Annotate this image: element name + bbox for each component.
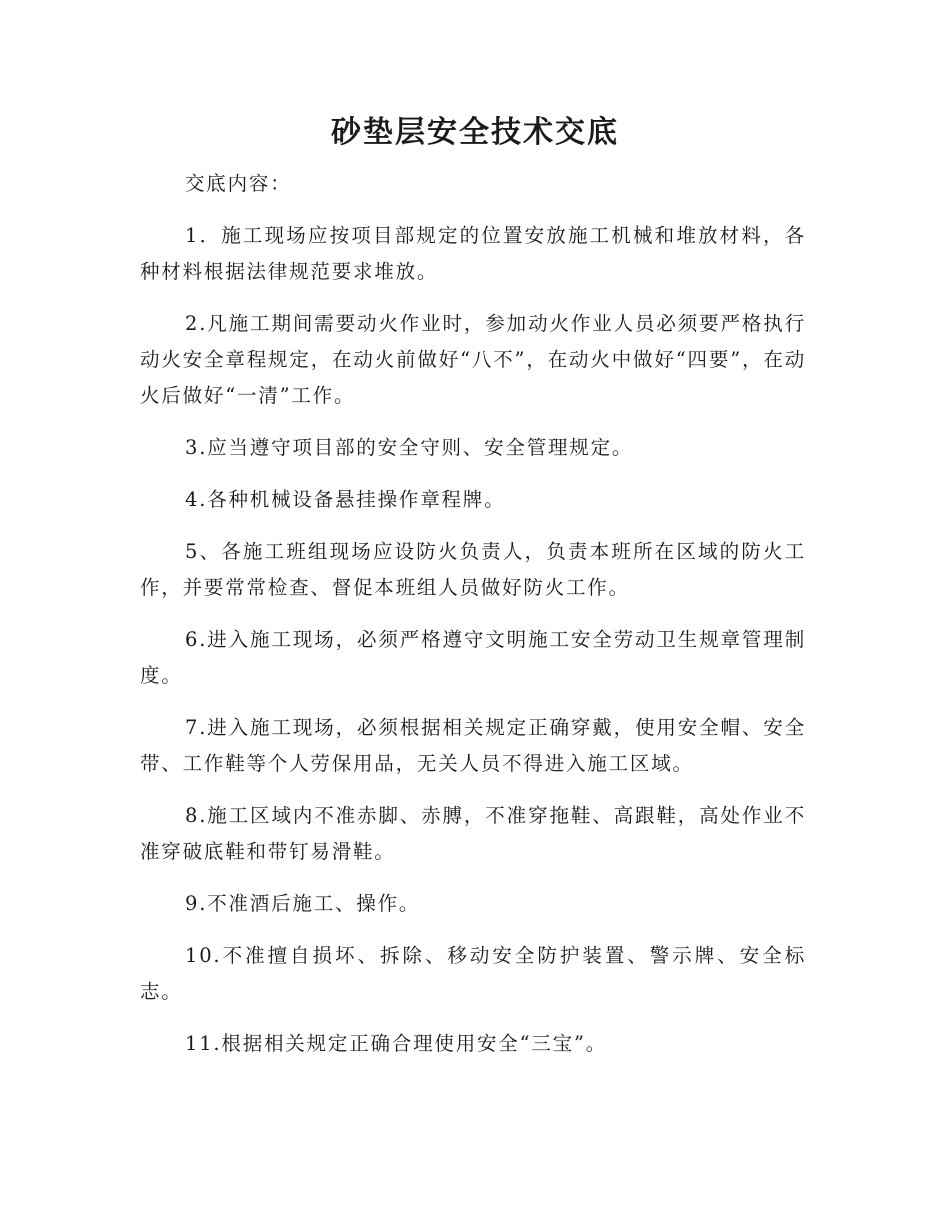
rule-item-9: 9.不准酒后施工、操作。	[185, 892, 421, 915]
rule-item-8: 8.施工区域内不准赤脚、赤膊，不准穿拖鞋、高跟鞋，高处作业不准穿破底鞋和带钉易滑鞋。	[140, 804, 806, 863]
rule-item-2: 2.凡施工期间需要动火作业时，参加动火作业人员必须要严格执行动火安全章程规定，在动火前做好“八不”，在动火中做好“四要”，在动火后做好“一清”工作。	[140, 312, 806, 407]
intro-line: 交底内容：	[185, 172, 292, 195]
rule-item-1: 1．施工现场应按项目部规定的位置安放施工机械和堆放材料，各种材料根据法律规范要求堆放。	[140, 224, 806, 283]
rule-item-10: 10.不准擅自损坏、拆除、移动安全防护装置、警示牌、安全标志。	[140, 944, 806, 1003]
rule-item-5: 5、各施工班组现场应设防火负责人，负责本班所在区域的防火工作，并要常常检查、督促本班组人员做好防火工作。	[140, 540, 806, 599]
document-title: 砂垫层安全技术交底	[331, 115, 619, 150]
rule-item-4: 4.各种机械设备悬挂操作章程牌。	[185, 488, 506, 511]
rule-item-6: 6.进入施工现场，必须严格遵守文明施工安全劳动卫生规章管理制度。	[140, 628, 806, 687]
rule-item-11: 11.根据相关规定正确合理使用安全“三宝”。	[185, 1032, 608, 1055]
document-body	[140, 166, 806, 1078]
rule-item-7: 7.进入施工现场，必须根据相关规定正确穿戴，使用安全帽、安全带、工作鞋等个人劳保用品，无关人员不得进入施工区域。	[140, 716, 806, 775]
rule-item-3: 3.应当遵守项目部的安全守则、安全管理规定。	[185, 436, 634, 459]
